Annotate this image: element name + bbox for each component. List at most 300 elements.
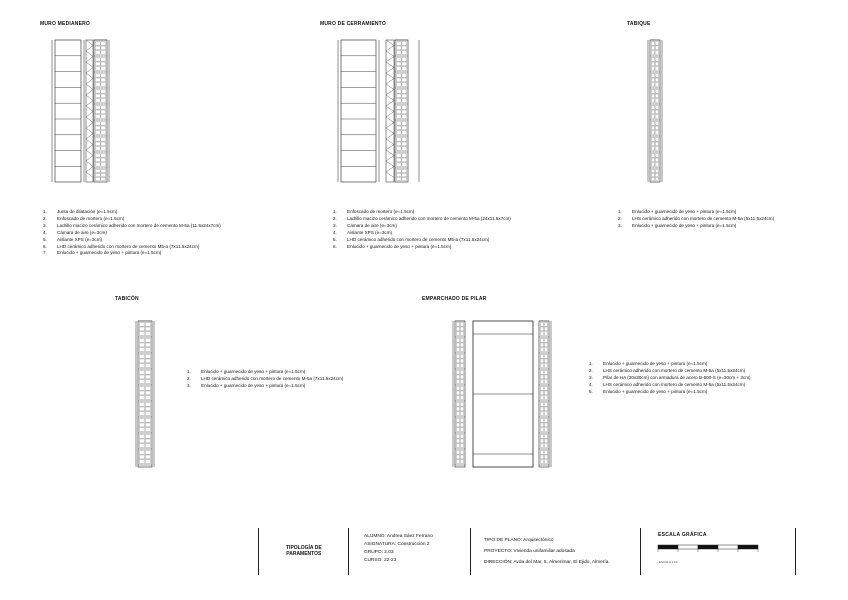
brick-hole	[655, 67, 658, 71]
brick-hole	[139, 332, 144, 336]
brick-hole	[95, 154, 100, 158]
brick-hole	[460, 412, 463, 416]
brick-hole	[95, 131, 100, 135]
grupo-field: GRUPO: 2.03	[364, 550, 394, 555]
brick-hole	[402, 154, 407, 158]
brick-hole	[460, 419, 463, 423]
brick-hole	[396, 106, 401, 110]
legend-item: 5. LHD cerámico adherido con mortero de cemento M5-a (7x11.5x24cm)	[333, 236, 490, 242]
brick-hole	[139, 419, 144, 423]
proyecto-field: PROYECTO: Vivienda unifamiliar adosada	[484, 549, 575, 554]
tabicon-title: TABICÓN	[115, 296, 139, 302]
brick-hole	[101, 78, 106, 82]
brick-hole	[544, 371, 547, 375]
brick-hole	[544, 412, 547, 416]
brick-hole	[540, 375, 543, 379]
alumno-field: ALUMNO: Andrea Sáez Ferrano	[364, 534, 433, 539]
brick-hole	[655, 158, 658, 162]
brick-hole	[101, 83, 106, 87]
brick-hole	[456, 419, 459, 423]
brick-hole	[655, 94, 658, 98]
brick-hole	[544, 444, 547, 448]
tabique-title: TABIQUE	[627, 21, 651, 27]
brick-hole	[651, 106, 654, 110]
brick-hole	[396, 67, 401, 71]
brick-hole	[651, 46, 654, 50]
brick-hole	[655, 51, 658, 55]
brick-hole	[460, 407, 463, 411]
brick-hole	[544, 380, 547, 384]
brick-hole	[655, 74, 658, 78]
brick-hole	[651, 58, 654, 62]
brick-hole	[402, 138, 407, 142]
brick-hole	[544, 455, 547, 459]
brick-hole	[402, 173, 407, 176]
brick-hole	[651, 173, 654, 176]
brick-hole	[101, 58, 106, 62]
brick-hole	[456, 332, 459, 336]
legend-item: 2. LHS cerámico adherido con mortero de cemento M-5a (5x11.5x24cm)	[618, 215, 775, 221]
brick-hole	[145, 371, 150, 375]
brick-hole	[456, 355, 459, 359]
title-block-divider	[470, 528, 471, 575]
brick-hole	[460, 375, 463, 379]
brick-hole	[651, 177, 654, 180]
brick-hole	[540, 444, 543, 448]
brick-hole	[540, 343, 543, 347]
tabique-legend	[618, 209, 774, 230]
brick-hole	[402, 74, 407, 78]
brick-hole	[651, 142, 654, 146]
brick-hole	[651, 154, 654, 158]
brick-hole	[396, 163, 401, 167]
brick-hole	[655, 163, 658, 167]
brick-hole	[540, 391, 543, 395]
brick-hole	[101, 42, 106, 46]
brick-hole	[101, 46, 106, 50]
brick-hole	[456, 323, 459, 327]
title-block	[258, 528, 796, 575]
brick-hole	[139, 403, 144, 407]
brick-hole	[95, 163, 100, 167]
brick-hole	[95, 126, 100, 130]
brick-hole	[540, 332, 543, 336]
brick-hole	[655, 62, 658, 66]
brick-hole	[655, 58, 658, 62]
brick-hole	[655, 99, 658, 103]
brick-hole	[402, 62, 407, 66]
brick-hole	[145, 455, 150, 459]
brick-hole	[460, 343, 463, 347]
brick-hole	[95, 58, 100, 62]
brick-hole	[101, 110, 106, 114]
brick-hole	[402, 58, 407, 62]
emparchado-pilar-section	[453, 321, 551, 467]
brick-hole	[95, 90, 100, 94]
brick-hole	[396, 78, 401, 82]
brick-hole	[540, 387, 543, 391]
brick-hole	[396, 42, 401, 46]
brick-hole	[456, 423, 459, 427]
brick-hole	[544, 451, 547, 455]
brick-hole	[651, 51, 654, 55]
brick-hole	[95, 106, 100, 110]
brick-hole	[396, 177, 401, 180]
brick-hole	[651, 90, 654, 94]
scale-footnote: ESCALA 1:10	[659, 560, 678, 564]
brick-hole	[139, 435, 144, 439]
brick-hole	[101, 131, 106, 135]
brick-hole	[456, 343, 459, 347]
brick-hole	[460, 439, 463, 443]
brick-hole	[655, 42, 658, 46]
brick-hole	[544, 323, 547, 327]
brick-hole	[460, 423, 463, 427]
brick-hole	[396, 99, 401, 103]
brick-hole	[651, 99, 654, 103]
brick-hole	[460, 435, 463, 439]
pilar-legend	[589, 361, 751, 396]
brick-hole	[544, 419, 547, 423]
brick-hole	[456, 435, 459, 439]
brick-hole	[544, 327, 547, 331]
brick-hole	[651, 138, 654, 142]
brick-hole	[101, 51, 106, 55]
medianero-title: MURO MEDIANERO	[40, 21, 91, 27]
brick-hole	[460, 364, 463, 368]
brick-hole	[456, 460, 459, 464]
brick-hole	[544, 364, 547, 368]
brick-hole	[145, 419, 150, 423]
tipo-plano-field: TIPO DE PLANO: Arquitectónico	[484, 538, 554, 543]
brick-hole	[540, 327, 543, 331]
brick-hole	[456, 339, 459, 343]
brick-hole	[540, 451, 543, 455]
brick-hole	[402, 106, 407, 110]
brick-hole	[456, 348, 459, 352]
brick-hole	[402, 147, 407, 151]
brick-hole	[655, 46, 658, 50]
insulation-hatch	[86, 40, 93, 178]
brick-hole	[139, 323, 144, 327]
brick-hole	[544, 387, 547, 391]
brick-hole	[540, 455, 543, 459]
muro-cerramiento-section	[338, 40, 419, 182]
legend-item: 3. Pilar de HA (30x30cm) con armadura de acero B-500-S (e=30cm + 3cm)	[589, 374, 751, 380]
brick-hole	[456, 380, 459, 384]
brick-hole	[456, 391, 459, 395]
brick-hole	[396, 154, 401, 158]
brick-hole	[456, 451, 459, 455]
brick-hole	[145, 327, 150, 331]
brick-hole	[145, 364, 150, 368]
brick-hole	[396, 115, 401, 119]
brick-hole	[456, 439, 459, 443]
brick-hole	[655, 147, 658, 151]
brick-hole	[95, 115, 100, 119]
scale-title: ESCALA GRÁFICA	[658, 532, 707, 538]
brick-hole	[460, 391, 463, 395]
brick-hole	[139, 396, 144, 400]
brick-hole	[540, 359, 543, 363]
brick-hole	[540, 323, 543, 327]
brick-hole	[95, 51, 100, 55]
brick-hole	[402, 46, 407, 50]
brick-hole	[540, 460, 543, 464]
brick-hole	[651, 42, 654, 46]
legend-item: 4. LHS cerámico adherido con mortero de cemento M-5a (5x11.5x24cm)	[589, 381, 746, 387]
brick-hole	[145, 396, 150, 400]
brick-hole	[402, 170, 407, 173]
brick-hole	[540, 364, 543, 368]
brick-hole	[402, 126, 407, 130]
brick-hole	[460, 327, 463, 331]
brick-hole	[396, 51, 401, 55]
brick-hole	[95, 122, 100, 126]
brick-hole	[540, 396, 543, 400]
brick-hole	[651, 126, 654, 130]
legend-item: 1. Junta de dilatación (e=1.5cm)	[43, 209, 118, 214]
title-block-divider	[640, 528, 641, 575]
brick-hole	[540, 407, 543, 411]
brick-hole	[139, 359, 144, 363]
brick-hole	[139, 407, 144, 411]
brick-hole	[101, 115, 106, 119]
brick-hole	[544, 460, 547, 464]
brick-hole	[456, 407, 459, 411]
brick-hole	[460, 355, 463, 359]
brick-hole	[655, 78, 658, 82]
brick-hole	[396, 90, 401, 94]
brick-hole	[139, 364, 144, 368]
brick-hole	[651, 115, 654, 119]
brick-hole	[540, 419, 543, 423]
brick-hole	[396, 138, 401, 142]
brick-hole	[544, 423, 547, 427]
brick-hole	[460, 380, 463, 384]
brick-hole	[396, 58, 401, 62]
brick-hole	[651, 122, 654, 126]
brick-hole	[402, 94, 407, 98]
tabicon-section	[136, 321, 154, 467]
brick-hole	[101, 99, 106, 103]
cerramiento-legend	[333, 209, 511, 250]
brick-hole	[402, 78, 407, 82]
sheet-title	[286, 545, 322, 557]
brick-hole	[396, 131, 401, 135]
brick-hole	[101, 154, 106, 158]
brick-hole	[402, 51, 407, 55]
brick-hole	[540, 355, 543, 359]
brick-hole	[145, 339, 150, 343]
brick-hole	[651, 170, 654, 173]
brick-hole	[655, 126, 658, 130]
brick-hole	[95, 67, 100, 71]
brick-hole	[139, 428, 144, 432]
brick-hole	[456, 455, 459, 459]
brick-hole	[540, 380, 543, 384]
brick-hole	[95, 147, 100, 151]
brick-hole	[139, 391, 144, 395]
brick-hole	[544, 348, 547, 352]
brick-hole	[396, 74, 401, 78]
legend-item: 1. Enlucido + guarnecido de yeso + pintura (e=1.5cm)	[589, 361, 708, 366]
brick-hole	[655, 115, 658, 119]
brick-hole	[651, 131, 654, 135]
legend-item: 2. Enfoscado de mortero (e=1.5cm)	[43, 215, 125, 221]
brick-hole	[402, 83, 407, 87]
muro-medianero-section	[52, 40, 109, 182]
legend-item: 6. Enlucido + guarnecido de yeso + pintura (e=1.5cm)	[333, 243, 452, 249]
brick-hole	[402, 177, 407, 180]
brick-hole	[540, 439, 543, 443]
brick-hole	[95, 42, 100, 46]
brick-hole	[145, 380, 150, 384]
brick-hole	[460, 348, 463, 352]
brick-hole	[544, 375, 547, 379]
brick-hole	[139, 455, 144, 459]
brick-hole	[145, 428, 150, 432]
brick-hole	[456, 371, 459, 375]
brick-hole	[456, 428, 459, 432]
brick-hole	[402, 42, 407, 46]
brick-hole	[101, 67, 106, 71]
legend-item: 2. LHS cerámico adherido con mortero de cemento M-5a (5x11.5x24cm)	[589, 367, 746, 373]
brick-hole	[651, 83, 654, 87]
brick-hole	[145, 343, 150, 347]
brick-hole	[544, 391, 547, 395]
brick-hole	[402, 90, 407, 94]
legend-item: 2. LHD cerámico adherido con mortero de cemento M-5a (7x11.5x24cm)	[187, 375, 344, 381]
brick-hole	[101, 173, 106, 176]
brick-hole	[544, 355, 547, 359]
brick-hole	[139, 439, 144, 443]
brick-hole	[655, 142, 658, 146]
brick-hole	[544, 359, 547, 363]
brick-hole	[101, 106, 106, 110]
direccion-field: DIRECCIÓN: Avda del Mar, 5, Almerimar, El Ejido, Almería.	[484, 560, 610, 565]
brick-hole	[651, 94, 654, 98]
brick-hole	[396, 122, 401, 126]
brick-hole	[396, 94, 401, 98]
brick-hole	[402, 131, 407, 135]
brick-hole	[101, 74, 106, 78]
brick-hole	[145, 435, 150, 439]
brick-hole	[101, 158, 106, 162]
brick-hole	[145, 332, 150, 336]
brick-hole	[460, 455, 463, 459]
brick-hole	[101, 62, 106, 66]
brick-hole	[95, 177, 100, 180]
brick-hole	[460, 323, 463, 327]
student-info	[364, 533, 433, 565]
brick-hole	[456, 387, 459, 391]
solid-brick-layer	[55, 40, 81, 182]
legend-item: 6. LHD cerámico adherido con mortero de cemento M5-a (7x11.5x24cm)	[43, 243, 200, 249]
brick-hole	[95, 78, 100, 82]
brick-hole	[655, 110, 658, 114]
brick-hole	[402, 163, 407, 167]
brick-hole	[460, 396, 463, 400]
brick-hole	[396, 83, 401, 87]
brick-hole	[139, 423, 144, 427]
brick-hole	[139, 343, 144, 347]
brick-hole	[396, 170, 401, 173]
legend-item: 3. Enlucido + guarnecido de yeso + pintura (e=1.5cm)	[187, 382, 306, 388]
brick-hole	[95, 99, 100, 103]
brick-hole	[396, 142, 401, 146]
brick-hole	[145, 348, 150, 352]
legend-item: 1. Enlucido + guarnecido de yeso + pintura (e=1.5cm)	[618, 209, 737, 214]
legend-item: 5. Aislante XPS (e=3cm)	[43, 236, 103, 242]
brick-hole	[540, 428, 543, 432]
brick-hole	[139, 375, 144, 379]
project-info	[484, 535, 610, 568]
brick-hole	[402, 99, 407, 103]
brick-hole	[145, 323, 150, 327]
brick-hole	[139, 451, 144, 455]
tabicon-legend	[187, 369, 343, 390]
brick-hole	[139, 371, 144, 375]
brick-hole	[101, 126, 106, 130]
brick-hole	[651, 110, 654, 114]
brick-hole	[396, 147, 401, 151]
brick-hole	[651, 67, 654, 71]
brick-hole	[544, 403, 547, 407]
medianero-legend	[43, 209, 221, 257]
brick-hole	[460, 371, 463, 375]
brick-hole	[95, 94, 100, 98]
brick-hole	[402, 110, 407, 114]
brick-hole	[540, 403, 543, 407]
brick-hole	[540, 339, 543, 343]
brick-hole	[460, 387, 463, 391]
brick-hole	[145, 460, 150, 464]
brick-hole	[139, 339, 144, 343]
brick-hole	[145, 451, 150, 455]
solid-brick-layer	[341, 40, 376, 182]
brick-hole	[655, 131, 658, 135]
brick-hole	[456, 364, 459, 368]
brick-hole	[95, 83, 100, 87]
brick-hole	[101, 147, 106, 151]
tabique-section	[648, 40, 662, 182]
curso-field: CURSO: 22-23	[364, 558, 397, 563]
brick-hole	[402, 142, 407, 146]
brick-hole	[456, 359, 459, 363]
brick-hole	[101, 138, 106, 142]
brick-hole	[101, 142, 106, 146]
brick-hole	[544, 439, 547, 443]
title-block-divider	[258, 528, 259, 575]
brick-hole	[145, 403, 150, 407]
brick-hole	[456, 375, 459, 379]
brick-hole	[139, 387, 144, 391]
legend-item: 1. Enlucido + guarnecido de yeso + pintura (e=1.5cm)	[187, 369, 306, 374]
legend-item: 3. Cámara de aire (e=3cm)	[333, 222, 397, 228]
brick-hole	[651, 78, 654, 82]
brick-hole	[544, 332, 547, 336]
insulation-hatch	[386, 40, 394, 178]
brick-hole	[95, 173, 100, 176]
brick-hole	[655, 170, 658, 173]
brick-hole	[396, 110, 401, 114]
legend-item: 1. Enfoscado de mortero (e=1.5cm)	[333, 209, 415, 214]
brick-hole	[139, 412, 144, 416]
brick-hole	[655, 154, 658, 158]
brick-hole	[460, 332, 463, 336]
pilar-title: EMPARCHADO DE PILAR	[422, 296, 487, 302]
